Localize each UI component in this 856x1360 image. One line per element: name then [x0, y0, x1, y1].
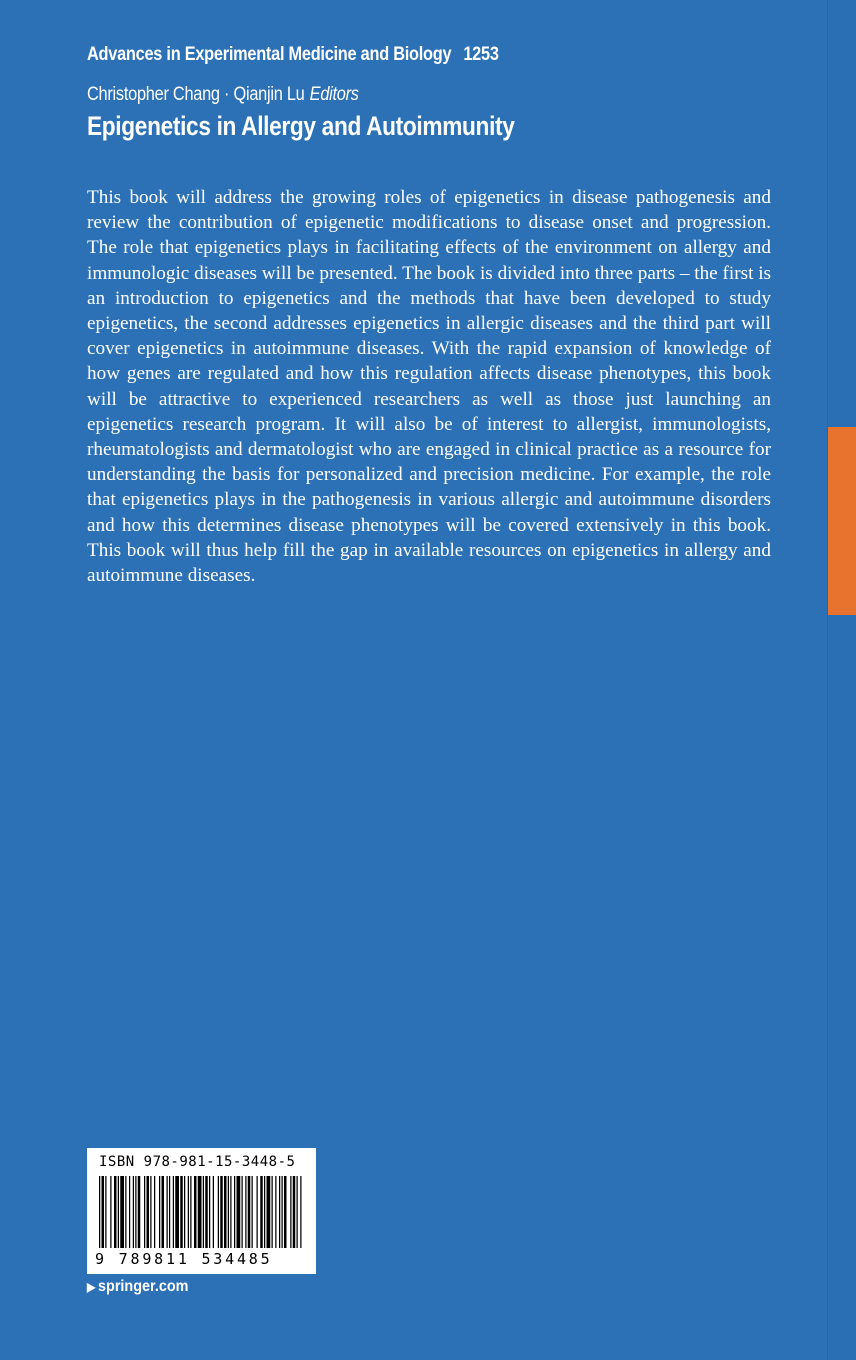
barcode-bar — [252, 1176, 253, 1248]
barcode-bar — [242, 1176, 243, 1248]
springer-link[interactable] — [87, 1278, 188, 1296]
barcode-bar — [162, 1176, 165, 1248]
barcode-bar — [169, 1176, 170, 1248]
barcode-bar — [198, 1176, 202, 1248]
barcode-bar — [147, 1176, 150, 1248]
barcode-bar — [190, 1176, 191, 1248]
triangle-right-icon: ▶ — [87, 1280, 96, 1294]
barcode-bar — [159, 1176, 160, 1248]
barcode-bar — [279, 1176, 280, 1248]
barcode-bar — [228, 1176, 229, 1248]
barcode-bar — [203, 1176, 204, 1248]
barcode-bar — [224, 1176, 227, 1248]
barcode-bar — [99, 1176, 100, 1248]
barcode-bar — [154, 1176, 155, 1248]
barcode-bar — [237, 1176, 241, 1248]
barcode-bar — [220, 1176, 223, 1248]
barcode-bar — [257, 1176, 258, 1248]
barcode-bar — [205, 1176, 208, 1248]
barcode-bars — [99, 1176, 304, 1248]
barcode-bar — [267, 1176, 271, 1248]
barcode-bar — [180, 1176, 183, 1248]
barcode-bar — [144, 1176, 145, 1248]
barcode-bar — [282, 1176, 283, 1248]
series-volume: 1253 — [463, 44, 499, 65]
barcode-bar — [218, 1176, 219, 1248]
barcode-bar — [173, 1176, 174, 1248]
barcode-bar — [297, 1176, 298, 1248]
spine-edge — [827, 0, 856, 1360]
barcode-bar — [275, 1176, 276, 1248]
barcode-bar — [102, 1176, 105, 1248]
barcode-bar — [272, 1176, 273, 1248]
editors-names: Christopher Chang · Qianjin Lu — [87, 84, 305, 105]
barcode-digits: 9 789811 534485 — [95, 1250, 273, 1268]
barcode-bar — [300, 1176, 301, 1248]
barcode-box — [87, 1148, 316, 1274]
barcode-bar — [248, 1176, 251, 1248]
barcode-bar — [129, 1176, 130, 1248]
barcode-bar — [194, 1176, 197, 1248]
barcode-bar — [293, 1176, 296, 1248]
barcode-bar — [264, 1176, 265, 1248]
barcode-bar — [114, 1176, 117, 1248]
barcode-bar — [245, 1176, 246, 1248]
barcode-bar — [105, 1176, 106, 1248]
barcode-bar — [133, 1176, 134, 1248]
barcode-bar — [213, 1176, 214, 1248]
springer-link-text: springer.com — [98, 1278, 189, 1295]
barcode-bar — [260, 1176, 263, 1248]
barcode-bar — [110, 1176, 111, 1248]
book-description: This book will address the growing roles of epigenetics in disease pathogenesis and review the contribution of epigenetic modifications to disease onset and progression. The role that epigenetics plays in facilitating effects of the environment on allergy and immunologic diseases will be presented. The book is divided into three parts – the first is an introduction to epigenetics and the methods that have been developed to study epigenetics, the second addresses epigenetics in allergic diseases and the third part will cover epigenetics in autoimmune diseases. With the rapid expansion of knowledge of how genes are regulated and how this regulation affects disease phenotypes, this book will be attractive to experienced researchers as well as those just launching an epigenetics research program. It will also be of interest to allergist, immunologists, rheumatologists and dermatologist who are engaged in clinical practice as a resource for understanding the basis for personalized and precision medicine. For example, the role that epigenetics plays in the pathogenesis in various allergic and autoimmune disorders and how this determines disease phenotypes will be covered extensively in this book. This book will thus help fill the gap in available resources on epigenetics in allergy and autoimmune diseases. — [87, 187, 771, 587]
barcode-bar — [150, 1176, 151, 1248]
barcode-bar — [184, 1176, 185, 1248]
barcode-bar — [209, 1176, 210, 1248]
barcode-bar — [135, 1176, 136, 1248]
barcode-bar — [230, 1176, 231, 1248]
series-name: Advances in Experimental Medicine and Biology — [87, 44, 452, 65]
barcode-bar — [125, 1176, 126, 1248]
book-title: Epigenetics in Allergy and Autoimmunity — [87, 111, 515, 141]
barcode-bar — [175, 1176, 179, 1248]
isbn-label: ISBN 978-981-15-3448-5 — [99, 1154, 296, 1170]
barcode-bar — [118, 1176, 119, 1248]
barcode-bar — [290, 1176, 291, 1248]
barcode-bar — [167, 1176, 168, 1248]
orange-accent-tab — [828, 427, 856, 615]
barcode-bar — [284, 1176, 287, 1248]
editors-role: Editors — [309, 84, 359, 105]
barcode-bar — [120, 1176, 124, 1248]
series-line — [87, 44, 499, 66]
barcode-bar — [138, 1176, 141, 1248]
barcode-bar — [188, 1176, 189, 1248]
editors-line — [87, 84, 359, 106]
barcode-bar — [234, 1176, 235, 1248]
